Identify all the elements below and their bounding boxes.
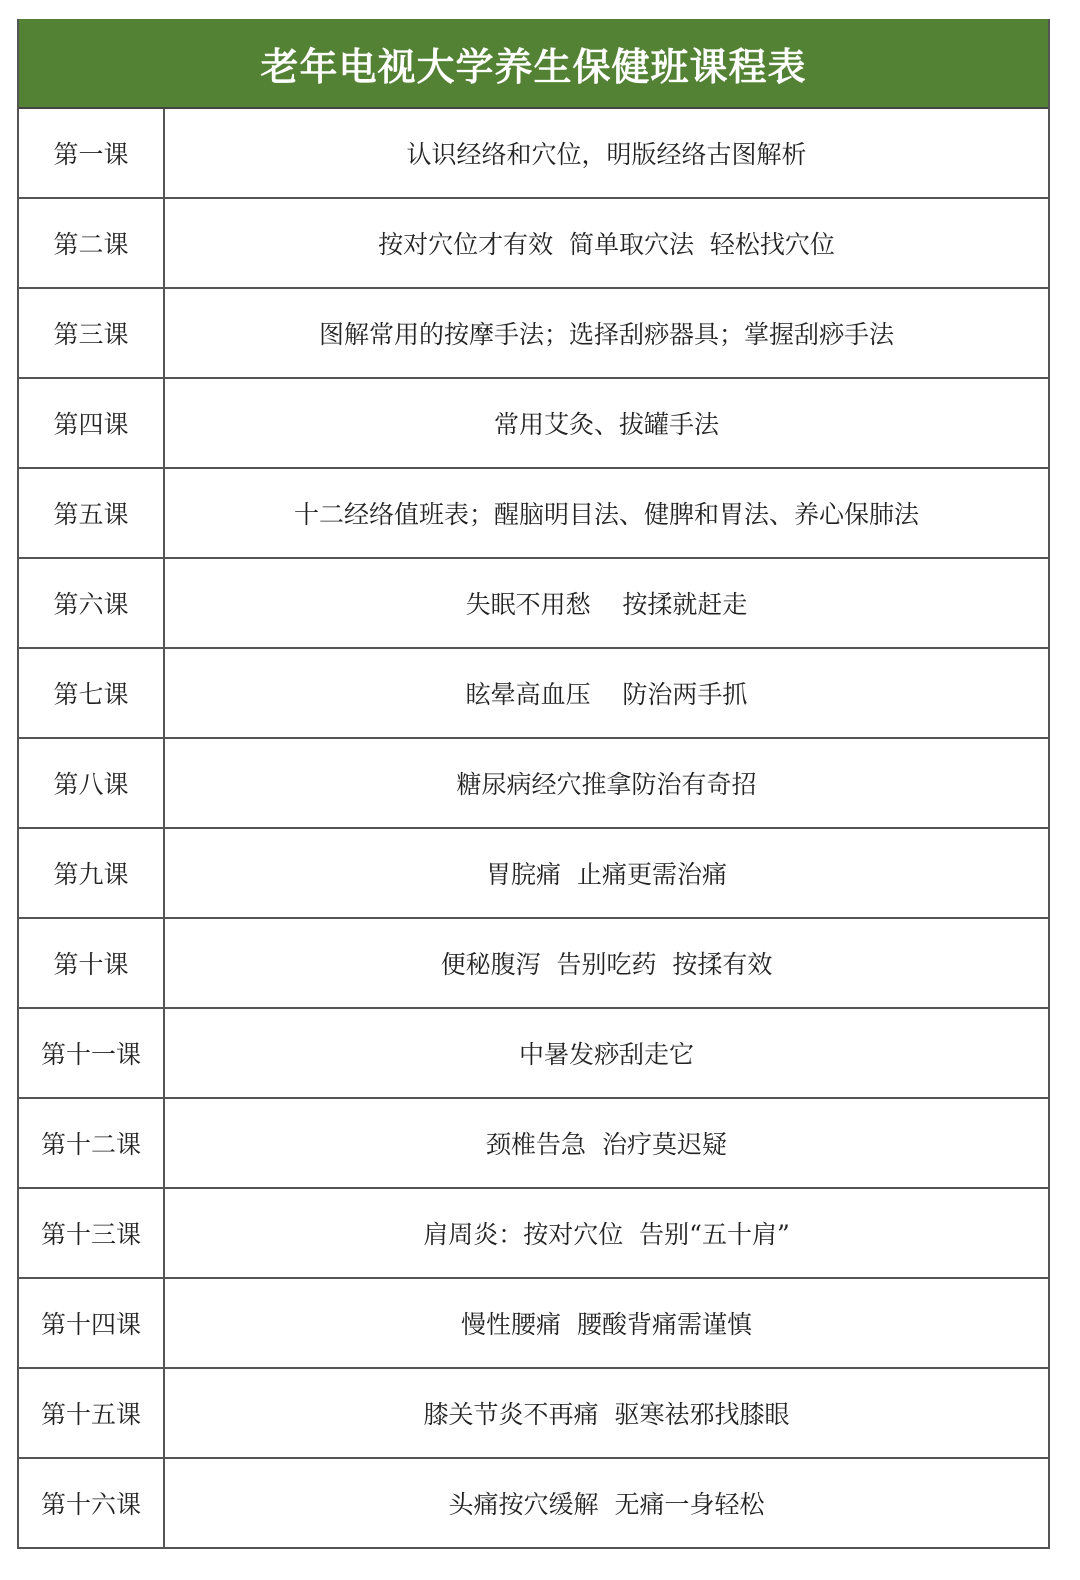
lesson-topic: 失眠不用愁 按揉就赶走 <box>465 590 748 619</box>
lesson-number: 第十五课 <box>19 1369 165 1457</box>
table-row <box>19 559 1048 649</box>
lesson-number: 第六课 <box>19 559 165 647</box>
lesson-topic: 常用艾灸、拔罐手法 <box>493 410 719 439</box>
lesson-number: 第四课 <box>19 379 165 467</box>
table-body <box>19 109 1048 1549</box>
lesson-number: 第十三课 <box>19 1189 165 1277</box>
table-row <box>19 1459 1048 1549</box>
lesson-topic: 胃脘痛 止痛更需治痛 <box>486 860 727 889</box>
table-row <box>19 739 1048 829</box>
table-row <box>19 469 1048 559</box>
lesson-number: 第十一课 <box>19 1009 165 1097</box>
lesson-number: 第十四课 <box>19 1279 165 1367</box>
lesson-topic: 颈椎告急 治疗莫迟疑 <box>486 1130 727 1159</box>
lesson-topic: 按对穴位才有效 简单取穴法 轻松找穴位 <box>378 230 835 259</box>
table-row <box>19 1009 1048 1099</box>
lesson-number: 第十六课 <box>19 1459 165 1547</box>
lesson-number: 第一课 <box>19 109 165 197</box>
table-row <box>19 379 1048 469</box>
lesson-number: 第五课 <box>19 469 165 557</box>
table-row <box>19 829 1048 919</box>
lesson-topic: 十二经络值班表；醒脑明目法、健脾和胃法、养心保肺法 <box>293 500 919 529</box>
lesson-number: 第十课 <box>19 919 165 1007</box>
lesson-topic: 便秘腹泻 告别吃药 按揉有效 <box>440 950 773 979</box>
lesson-topic: 糖尿病经穴推拿防治有奇招 <box>456 770 757 799</box>
lesson-topic: 眩晕高血压 防治两手抓 <box>465 680 748 709</box>
lesson-topic: 图解常用的按摩手法；选择刮痧器具；掌握刮痧手法 <box>318 320 894 349</box>
table-row <box>19 1189 1048 1279</box>
table-row <box>19 1279 1048 1369</box>
lesson-topic: 中暑发痧刮走它 <box>518 1040 694 1069</box>
lesson-number: 第十二课 <box>19 1099 165 1187</box>
lesson-number: 第七课 <box>19 649 165 737</box>
lesson-number: 第九课 <box>19 829 165 917</box>
table-title: 老年电视大学养生保健班课程表 <box>19 19 1048 109</box>
table-row <box>19 199 1048 289</box>
lesson-number: 第八课 <box>19 739 165 827</box>
table-row <box>19 649 1048 739</box>
lesson-topic: 认识经络和穴位，明版经络古图解析 <box>406 140 807 169</box>
table-row <box>19 109 1048 199</box>
lesson-topic: 肩周炎：按对穴位 告别“五十肩” <box>423 1220 790 1249</box>
course-schedule-table <box>17 19 1050 1549</box>
lesson-number: 第三课 <box>19 289 165 377</box>
table-row <box>19 919 1048 1009</box>
lesson-topic: 膝关节炎不再痛 驱寒祛邪找膝眼 <box>423 1400 790 1429</box>
table-row <box>19 1369 1048 1459</box>
lesson-number: 第二课 <box>19 199 165 287</box>
table-row <box>19 289 1048 379</box>
table-row <box>19 1099 1048 1189</box>
lesson-topic: 慢性腰痛 腰酸背痛需谨慎 <box>461 1310 752 1339</box>
lesson-topic: 头痛按穴缓解 无痛一身轻松 <box>448 1490 765 1519</box>
